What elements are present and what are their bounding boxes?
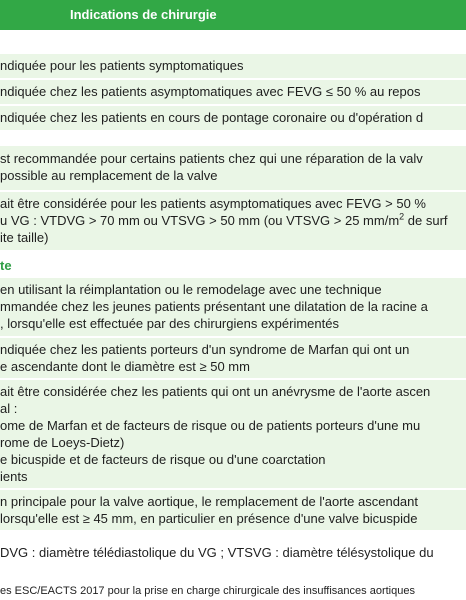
row-text: , lorsqu'elle est effectuée par des chirurgiens expérimentés [0, 316, 339, 331]
abbreviations: DVG : diamètre télédiastolique du VG ; VTSVG : diamètre télésystolique du [0, 545, 434, 560]
table-row [0, 490, 466, 530]
row-text: en utilisant la réimplantation ou le remodelage avec une technique [0, 282, 382, 297]
row-text: rome de Loeys-Dietz) [0, 435, 125, 450]
table-row [0, 54, 466, 78]
table-row [0, 278, 466, 336]
row-text: lorsqu'elle est ≥ 45 mm, en particulier en présence d'une valve bicuspide [0, 511, 418, 526]
figure-caption: es ESC/EACTS 2017 pour la prise en charge chirurgicale des insuffisances aortiques [0, 585, 415, 597]
table-row [0, 380, 466, 488]
row-text: st recommandée pour certains patients chez qui une réparation de la valv [0, 151, 423, 166]
row-text: ients [0, 469, 28, 484]
row-text: ite taille) [0, 230, 49, 245]
table-row [0, 146, 466, 190]
row-text: ndiquée chez les patients porteurs d'un syndrome de Marfan qui ont un [0, 342, 410, 357]
row-text: e bicuspide et de facteurs de risque ou d'une coarctation [0, 452, 326, 467]
row-text: n principale pour la valve aortique, le remplacement de l'aorte ascendant [0, 494, 419, 509]
row-text: mmandée chez les jeunes patients présentant une dilatation de la racine a [0, 299, 428, 314]
row-text: ome de Marfan et de facteurs de risque ou de patients porteurs d'une mu [0, 418, 421, 433]
table-title: Indications de chirurgie [70, 7, 217, 22]
row-text [0, 212, 448, 229]
row-text: al : [0, 401, 18, 416]
row-text: possible au remplacement de la valve [0, 168, 218, 183]
row-text: ait être considérée chez les patients qui ont un anévrysme de l'aorte ascen [0, 384, 431, 399]
table-row [0, 80, 466, 104]
table-row [0, 192, 466, 250]
row-text: ndiquée pour les patients symptomatiques [0, 58, 244, 73]
row-text-part: u VG : VTDVG > 70 mm ou VTSVG > 50 mm (ou VTSVG > 25 mm/m [0, 213, 400, 228]
table-header [0, 0, 466, 30]
row-text: ndiquée chez les patients asymptomatiques avec FEVG ≤ 50 % au repos [0, 84, 421, 99]
row-text: ndiquée chez les patients en cours de pontage coronaire ou d'opération d [0, 110, 424, 125]
superscript: 2 [399, 211, 405, 222]
table-row [0, 338, 466, 378]
table-row [0, 106, 466, 130]
row-text: ait être considérée pour les patients asymptomatiques avec FEVG > 50 % [0, 196, 426, 211]
section-label: te [0, 258, 12, 273]
row-text-part: de surf [404, 213, 448, 228]
row-text: e ascendante dont le diamètre est ≥ 50 mm [0, 359, 250, 374]
